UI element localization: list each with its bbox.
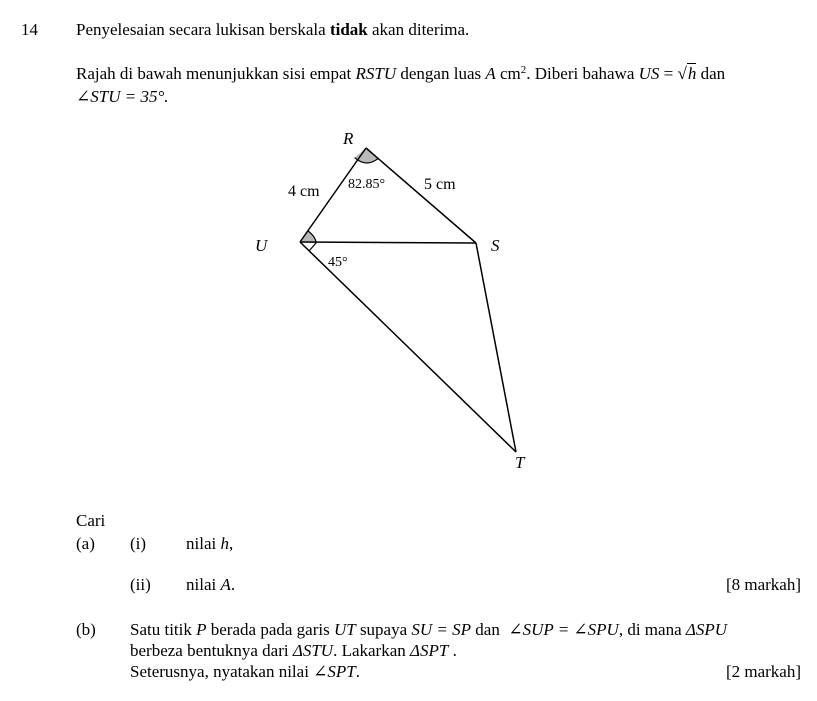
part-a-i-pre: nilai xyxy=(186,534,221,553)
intro-p5: dan xyxy=(696,64,726,83)
intro-p4: . Diberi bahawa xyxy=(526,64,639,83)
part-a-i-post: , xyxy=(228,534,234,553)
intro-eq-lhs: US xyxy=(638,64,660,83)
vertex-u-label: U xyxy=(255,236,268,255)
part-b-l2-pre: berbeza bentuknya dari xyxy=(130,641,293,660)
part-a-ii-var: A xyxy=(220,575,231,594)
part-a-i-var: h xyxy=(220,534,229,553)
part-a-label: (a) xyxy=(76,534,95,553)
part-b-line-2 xyxy=(130,641,457,661)
part-b-l3-pre: Seterusnya, nyatakan nilai xyxy=(130,662,314,681)
side-us xyxy=(300,242,476,243)
part-b-l1-pre: Satu titik xyxy=(130,620,197,639)
part-b-l1-mid: berada pada garis xyxy=(206,620,334,639)
question-number: 14 xyxy=(21,20,38,39)
part-b-line-3 xyxy=(130,662,360,682)
intro-area-var: A xyxy=(485,64,496,83)
intro-angle: ∠STU = 35°. xyxy=(76,87,169,106)
part-b-label: (b) xyxy=(76,620,96,639)
part-b-l2-mid: . Lakarkan xyxy=(333,641,410,660)
part-b-p: P xyxy=(196,620,207,639)
part-a-ii-label: (ii) xyxy=(130,575,151,594)
intro-p3-sup: 2 xyxy=(520,64,527,76)
part-b-marks: [2 markah] xyxy=(725,662,801,681)
part-a-ii-pre: nilai xyxy=(186,575,221,594)
part-b-tri3: ΔSPT xyxy=(410,641,449,660)
part-b-eq1: SU = SP xyxy=(411,620,472,639)
part-b-l2-post: . xyxy=(448,641,457,660)
cari-label: Cari xyxy=(76,511,106,530)
instruction-post: akan diterima. xyxy=(367,20,470,39)
part-b-tri2: ΔSTU xyxy=(292,641,334,660)
part-a-i-label: (i) xyxy=(130,534,147,553)
vertex-t-label: T xyxy=(515,453,525,472)
side-ru-label: 4 cm xyxy=(288,183,320,200)
side-ut xyxy=(300,242,516,452)
intro-sqrt-sign: √ xyxy=(677,64,687,83)
part-b-l1-post: , di mana xyxy=(618,620,686,639)
instruction-pre: Penyelesaian secara lukisan berskala xyxy=(76,20,330,39)
angle-u-label: 45° xyxy=(328,255,348,270)
vertex-r-label: R xyxy=(343,129,354,148)
part-b-l1-mid2: supaya xyxy=(355,620,412,639)
part-b-eq2: ∠SUP = ∠SPU xyxy=(508,620,619,639)
intro-p2: dengan luas xyxy=(396,64,486,83)
part-b-tri1: ΔSPU xyxy=(685,620,728,639)
angle-r-label: 82.85° xyxy=(348,177,386,192)
part-a-ii-text xyxy=(186,575,235,595)
part-a-ii-post: . xyxy=(230,575,236,594)
intro-quad: RSTU xyxy=(355,64,397,83)
intro-sqrt-var: h xyxy=(687,64,697,83)
part-b-l1-a xyxy=(130,620,727,640)
side-st xyxy=(476,243,516,452)
vertex-s-label: S xyxy=(491,236,500,255)
part-b-l1-dan: dan xyxy=(471,620,509,639)
intro-eq-sign: = xyxy=(659,64,678,83)
intro-p1: Rajah di bawah menunjukkan sisi empat xyxy=(76,64,356,83)
part-b-l3-post: . xyxy=(355,662,361,681)
part-b-ut: UT xyxy=(333,620,356,639)
part-a-marks: [8 markah] xyxy=(725,575,801,594)
instruction-bold: tidak xyxy=(329,20,368,39)
part-a-i-text xyxy=(186,534,233,554)
side-rs xyxy=(366,148,476,243)
side-rs-label: 5 cm xyxy=(424,176,456,193)
part-b-angle3: ∠SPT xyxy=(313,662,356,681)
intro-p3: cm xyxy=(495,64,521,83)
part-b-line-1 xyxy=(130,620,808,640)
